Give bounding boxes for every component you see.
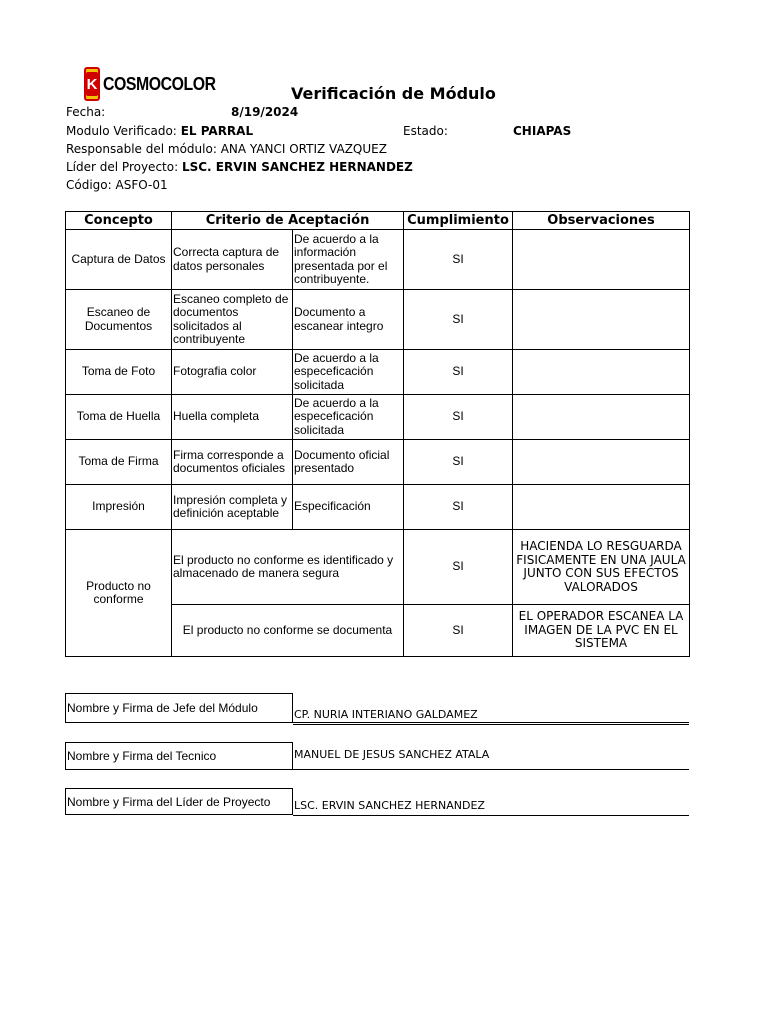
signature-line bbox=[293, 815, 689, 816]
signature-line bbox=[293, 724, 689, 725]
observaciones-cell: EL OPERADOR ESCANEA LA IMAGEN DE LA PVC EN EL SISTEMA bbox=[513, 605, 690, 657]
observaciones-cell bbox=[513, 230, 690, 290]
estado-label: Estado: bbox=[403, 124, 448, 138]
header-concepto: Concepto bbox=[66, 212, 172, 230]
fecha-value: 8/19/2024 bbox=[231, 105, 299, 119]
concepto-cell: Captura de Datos bbox=[66, 230, 172, 290]
criterio-detail-cell: De acuerdo a la especeficación solicitada bbox=[293, 350, 404, 395]
page-title: Verificación de Módulo bbox=[291, 84, 496, 103]
criterio-detail-cell: De acuerdo a la especeficación solicitada bbox=[293, 395, 404, 440]
logo-k-letter: K bbox=[86, 72, 98, 96]
observaciones-cell bbox=[513, 350, 690, 395]
concepto-cell: Producto no conforme bbox=[66, 530, 172, 657]
observaciones-cell bbox=[513, 440, 690, 485]
table-row bbox=[66, 290, 690, 350]
signature-name-tecnico: MANUEL DE JESUS SANCHEZ ATALA bbox=[294, 748, 490, 761]
criterio-cell: Escaneo completo de documentos solicitados al contribuyente bbox=[172, 290, 293, 350]
fecha-label: Fecha: bbox=[66, 105, 106, 119]
cumplimiento-cell: SI bbox=[404, 530, 513, 605]
cumplimiento-cell: SI bbox=[404, 290, 513, 350]
modulo-value: EL PARRAL bbox=[180, 124, 254, 138]
observaciones-cell bbox=[513, 290, 690, 350]
concepto-cell: Impresión bbox=[66, 485, 172, 530]
header-criterio: Criterio de Aceptación bbox=[172, 212, 404, 230]
criterio-cell: Correcta captura de datos personales bbox=[172, 230, 293, 290]
criterio-detail-cell: Documento a escanear integro bbox=[293, 290, 404, 350]
observaciones-cell: HACIENDA LO RESGUARDA FISICAMENTE EN UNA JAULA JUNTO CON SUS EFECTOS VALORADOS bbox=[513, 530, 690, 605]
modulo-row bbox=[66, 124, 253, 138]
cumplimiento-cell: SI bbox=[404, 395, 513, 440]
table-row bbox=[66, 350, 690, 395]
cumplimiento-cell: SI bbox=[404, 440, 513, 485]
cumplimiento-cell: SI bbox=[404, 350, 513, 395]
signature-name-lider: LSC. ERVIN SANCHEZ HERNANDEZ bbox=[294, 799, 485, 812]
signature-label-jefe: Nombre y Firma de Jefe del Módulo bbox=[65, 693, 293, 723]
concepto-cell: Toma de Foto bbox=[66, 350, 172, 395]
table-row bbox=[66, 230, 690, 290]
criterio-detail-cell: Documento oficial presentado bbox=[293, 440, 404, 485]
signature-label-tecnico: Nombre y Firma del Tecnico bbox=[65, 742, 293, 770]
signature-line bbox=[293, 722, 689, 723]
codigo-label: Código: bbox=[66, 178, 112, 192]
concepto-cell: Escaneo de Documentos bbox=[66, 290, 172, 350]
criterio-cell: El producto no conforme se documenta bbox=[172, 605, 404, 657]
table-header-row bbox=[66, 212, 690, 230]
lider-value: LSC. ERVIN SANCHEZ HERNANDEZ bbox=[181, 160, 413, 174]
responsable-label: Responsable del módulo: bbox=[66, 142, 217, 156]
codigo-value: ASFO-01 bbox=[115, 178, 168, 192]
criterio-cell: Fotografia color bbox=[172, 350, 293, 395]
modulo-label: Modulo Verificado: bbox=[66, 124, 177, 138]
criterio-cell: Huella completa bbox=[172, 395, 293, 440]
lider-row bbox=[66, 160, 413, 174]
verification-table bbox=[65, 211, 690, 657]
concepto-cell: Toma de Huella bbox=[66, 395, 172, 440]
signature-line bbox=[293, 769, 689, 770]
criterio-cell: Firma corresponde a documentos oficiales bbox=[172, 440, 293, 485]
cumplimiento-cell: SI bbox=[404, 485, 513, 530]
criterio-cell: El producto no conforme es identificado y almacenado de manera segura bbox=[172, 530, 404, 605]
observaciones-cell bbox=[513, 395, 690, 440]
estado-value: CHIAPAS bbox=[513, 124, 572, 138]
criterio-detail-cell: De acuerdo a la información presentada por el contribuyente. bbox=[293, 230, 404, 290]
responsable-value: ANA YANCI ORTIZ VAZQUEZ bbox=[220, 142, 387, 156]
criterio-detail-cell: Especificación bbox=[293, 485, 404, 530]
logo-text: COSMOCOLOR bbox=[103, 73, 216, 94]
observaciones-cell bbox=[513, 485, 690, 530]
criterio-cell: Impresión completa y definición aceptable bbox=[172, 485, 293, 530]
signature-name-jefe: CP. NURIA INTERIANO GALDAMEZ bbox=[294, 708, 478, 721]
concepto-cell: Toma de Firma bbox=[66, 440, 172, 485]
lider-label: Líder del Proyecto: bbox=[66, 160, 179, 174]
header-observaciones: Observaciones bbox=[513, 212, 690, 230]
table-row bbox=[66, 395, 690, 440]
table-row bbox=[66, 530, 690, 605]
responsable-row bbox=[66, 142, 387, 156]
signature-label-lider: Nombre y Firma del Líder de Proyecto bbox=[65, 788, 293, 815]
cumplimiento-cell: SI bbox=[404, 230, 513, 290]
logo-mark bbox=[84, 67, 100, 101]
table-row bbox=[66, 440, 690, 485]
codigo-row bbox=[66, 178, 168, 192]
header-cumplimiento: Cumplimiento bbox=[404, 212, 513, 230]
cosmocolor-logo bbox=[84, 67, 216, 101]
cumplimiento-cell: SI bbox=[404, 605, 513, 657]
table-row bbox=[66, 485, 690, 530]
